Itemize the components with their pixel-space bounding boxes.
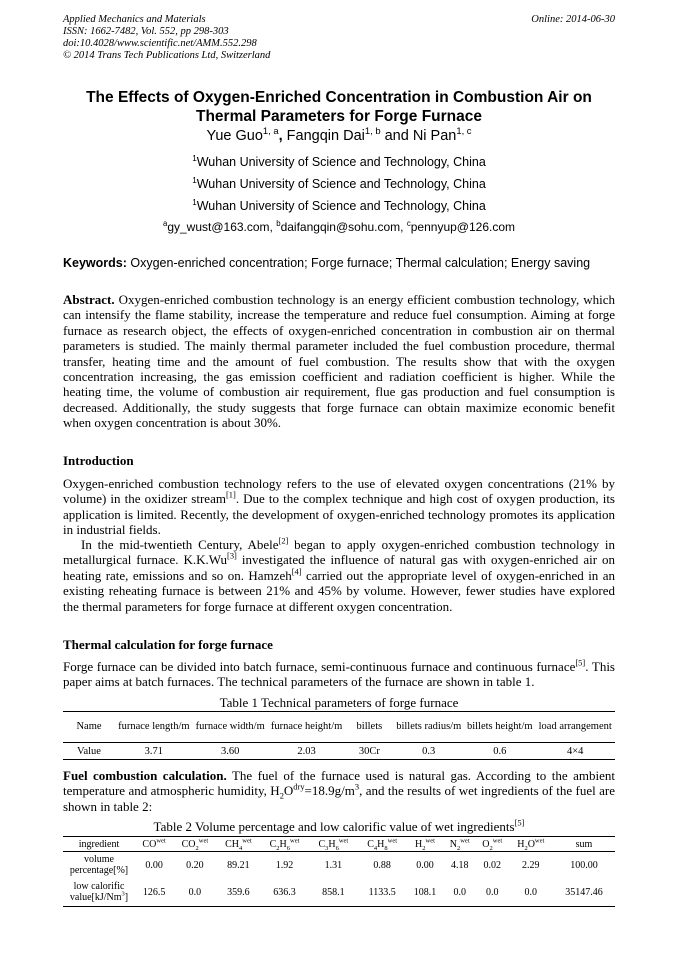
table-cell: 1.31 — [324, 859, 343, 871]
title-line-2: Thermal Parameters for Forge Furnace — [196, 108, 482, 125]
keywords-text: Oxygen-enriched concentration; Forge furnace; Thermal calculation; Energy saving — [126, 256, 591, 270]
thermal-text: . This paper aims at batch furnaces. The technical parameters of the furnace are shown in table 1. — [63, 659, 615, 690]
section-heading-thermal: Thermal calculation for forge furnace — [63, 637, 273, 652]
intro-paragraph-2 — [63, 537, 615, 614]
table-header-cell: $C_2H_6^{wet}$ — [260, 837, 309, 852]
table-cell: Value — [63, 743, 115, 760]
affiliation-sup: 1 — [192, 197, 197, 207]
email-sup: b — [276, 219, 281, 228]
subscript: 2 — [279, 791, 284, 801]
table-header-cell: furnace height/m — [268, 712, 346, 743]
superscript: dry — [293, 782, 305, 793]
journal-name: Applied Mechanics and Materials — [63, 14, 206, 25]
citation: [5] — [575, 657, 586, 668]
table-cell: 0.6 — [464, 743, 535, 760]
table-row-label: low calorific value[kJ/Nm$^3$] — [63, 878, 135, 907]
table-cell: 359.6 — [217, 878, 260, 907]
table-cell: 4.18 — [450, 859, 469, 871]
email-sup: c — [406, 219, 411, 228]
fuel-label: Fuel combustion calculation. — [63, 768, 227, 783]
table-header-cell: furnace width/m — [193, 712, 268, 743]
thermal-text: Forge furnace can be divided into batch furnace, semi-continuous furnace and continuous furnace — [63, 659, 576, 674]
table-header-row — [63, 712, 615, 743]
online-date: Online: 2014-06-30 — [531, 14, 615, 25]
table-cell: 1.92 — [275, 859, 294, 871]
table-header-cell: Name — [63, 712, 115, 743]
table-row-label: volume percentage[%] — [69, 854, 129, 876]
affiliation — [60, 199, 618, 213]
table-cell: 0.0 — [476, 878, 509, 907]
fuel-text: O — [283, 783, 294, 799]
table-header-cell: billets — [345, 712, 393, 743]
table-header-cell: billets height/m — [464, 712, 535, 743]
table-cell: 0.02 — [483, 859, 501, 871]
citation: [3] — [227, 551, 237, 562]
author-separator: , — [278, 128, 287, 144]
table-cell: 858.1 — [309, 878, 358, 907]
table-cell: 0.0 — [443, 878, 476, 907]
abstract-label: Abstract. — [63, 292, 115, 307]
table-cell: 35147.46 — [553, 878, 615, 907]
intro-text: . Due to the complex technique and high cost of oxygen production, its application is limited. Recently, the development of oxygen-enriched technology promotes its application in industrial fields. — [63, 491, 615, 538]
table-cell: 3.71 — [115, 743, 193, 760]
table-cell: 0.0 — [509, 878, 553, 907]
issn-line: ISSN: 1662-7482, Vol. 552, pp 298-303 — [63, 26, 229, 37]
table-header-cell: billets radius/m — [393, 712, 464, 743]
table-1-caption: Table 1 Technical parameters of forge furnace — [219, 695, 459, 710]
affiliation-text: Wuhan University of Science and Technology, China — [196, 199, 486, 213]
intro-text: investigated the influence of natural gas with oxygen-enriched air on heating rate, emissions and so on. Hamzeh — [63, 552, 615, 583]
table-cell: 0.0 — [173, 878, 216, 907]
title-line-1: The Effects of Oxygen-Enriched Concentration in Combustion Air on — [86, 89, 592, 106]
table-header-cell: $CO^{wet}$ — [135, 837, 173, 852]
author-list — [60, 125, 618, 144]
email-sup: a — [162, 219, 168, 228]
table-header-cell: $CH_4^{wet}$ — [217, 837, 260, 852]
fuel-text: , and the results of wet ingredients of the fuel are shown in table 2: — [63, 783, 615, 814]
author-emails — [60, 220, 618, 234]
table-header-cell: $O_2^{wet}$ — [476, 837, 509, 852]
table-row — [63, 743, 615, 760]
table-header-row — [63, 837, 615, 852]
table-cell: 3.60 — [193, 743, 268, 760]
table-cell: 108.1 — [407, 878, 444, 907]
caption-text: Table 2 Volume percentage and low calorific value of wet ingredients — [153, 819, 515, 834]
citation: [5] — [514, 817, 525, 828]
table-header-cell: load arrangement — [535, 712, 615, 743]
table-cell: 0.20 — [186, 859, 204, 871]
table-cell: 100.00 — [570, 859, 598, 871]
email: pennyup@126.com — [410, 220, 515, 234]
table-header-cell: $N_2^{wet}$ — [443, 837, 476, 852]
author-name: Fangqin Dai — [286, 128, 365, 144]
affiliation-text: Wuhan University of Science and Technology, China — [196, 177, 486, 191]
table-header-cell: furnace length/m — [115, 712, 193, 743]
table-cell: 0.00 — [145, 859, 163, 871]
fuel-paragraph — [63, 768, 615, 814]
affiliation — [60, 177, 618, 191]
table-header-cell: ingredient — [63, 837, 135, 852]
table-cell: 89.21 — [227, 859, 250, 871]
author-sup: 1, c — [456, 125, 472, 137]
affiliation-text: Wuhan University of Science and Technology, China — [196, 155, 486, 169]
author-sup: 1, a — [262, 125, 279, 137]
affiliation-sup: 1 — [192, 153, 197, 163]
table-header-cell: $C_3H_6^{wet}$ — [309, 837, 358, 852]
affiliation-sup: 1 — [192, 175, 197, 185]
thermal-paragraph — [63, 659, 615, 690]
table-row — [63, 878, 615, 907]
table-cell: 0.00 — [416, 859, 434, 871]
email: daifangqin@sohu.com, — [280, 220, 407, 234]
table-header-cell: $H_2O^{wet}$ — [509, 837, 553, 852]
table-cell: 30Cr — [345, 743, 393, 760]
author-separator: and — [380, 128, 413, 144]
table-header-cell: $H_2^{wet}$ — [407, 837, 444, 852]
citation: [4] — [291, 566, 302, 577]
table-1 — [63, 711, 615, 760]
table-cell: 126.5 — [135, 878, 173, 907]
fuel-text: The fuel of the furnace used is natural gas. According to the ambient temperature and atmospheric humidity, H — [63, 768, 615, 799]
table-cell: 2.29 — [522, 859, 540, 871]
author-name: Ni Pan — [412, 128, 457, 144]
fuel-text: =18.9g/m — [304, 783, 355, 799]
intro-text: Oxygen-enriched combustion technology refers to the use of elevated oxygen concentrations (21% by volume) in the oxidizer stream — [63, 476, 615, 507]
journal-header — [63, 14, 270, 62]
abstract-text: Oxygen-enriched combustion technology is an energy efficient combustion technology, which can intensify the flame stability, increase the temperature and reduce fuel consumption. Aiming at forge furnace as research object, the effects of oxygen-enriched concentration in combustion air on thermal parameters is studied. The mainly thermal parameter included the fuel combustion procedure, thermal transfer, heating time and the amount of fuel combustion. The results show that with the oxygen concentration increasing, the gas emission coefficient and radiation coefficient is higher. While the heating time, the volume of combustion air requirement, flue gas production and fuel consumption is decreased. Additionally, the study suggests that forge furnace can obtain maximize economic benefit when oxygen concentration is about 30%. — [63, 292, 615, 431]
abstract — [63, 292, 615, 431]
table-cell: 636.3 — [260, 878, 309, 907]
table-2-caption — [63, 819, 615, 835]
table-header-cell: sum — [553, 837, 615, 852]
intro-text: In the mid-twentieth Century, Abele — [81, 537, 279, 552]
table-cell: 0.3 — [393, 743, 464, 760]
citation: [2] — [278, 535, 289, 546]
superscript: 3 — [354, 782, 360, 793]
table-cell: 1133.5 — [358, 878, 407, 907]
doi-line: doi:10.4028/www.scientific.net/AMM.552.298 — [63, 38, 257, 49]
author-sup: 1, b — [364, 125, 381, 137]
table-cell: 4×4 — [535, 743, 615, 760]
paper-title — [60, 88, 618, 126]
keywords-label: Keywords: — [63, 256, 127, 270]
table-row — [63, 852, 615, 879]
intro-text: began to apply oxygen-enriched combustion technology in metallurgical furnace. K.K.Wu — [63, 537, 615, 568]
citation: [1] — [225, 490, 236, 501]
table-cell: 2.03 — [268, 743, 346, 760]
copyright-line: © 2014 Trans Tech Publications Ltd, Switzerland — [63, 50, 271, 61]
email: gy_wust@163.com, — [167, 220, 277, 234]
table-header-cell: $CO_2^{wet}$ — [173, 837, 216, 852]
table-cell: 0.88 — [373, 859, 391, 871]
section-heading-introduction: Introduction — [63, 453, 134, 468]
keywords — [63, 256, 590, 270]
affiliation — [60, 155, 618, 169]
intro-text: carried out the appropriate level of oxygen-enriched in an existing reheating furnace is between 21% and 45% by volume. However, fewer studies have explored the thermal parameters for forge furnace at different oxygen concentration. — [63, 567, 616, 614]
table-2 — [63, 836, 615, 907]
author-name: Yue Guo — [206, 128, 263, 144]
table-header-cell: $C_4H_8^{wet}$ — [358, 837, 407, 852]
intro-paragraph-1 — [63, 476, 615, 538]
